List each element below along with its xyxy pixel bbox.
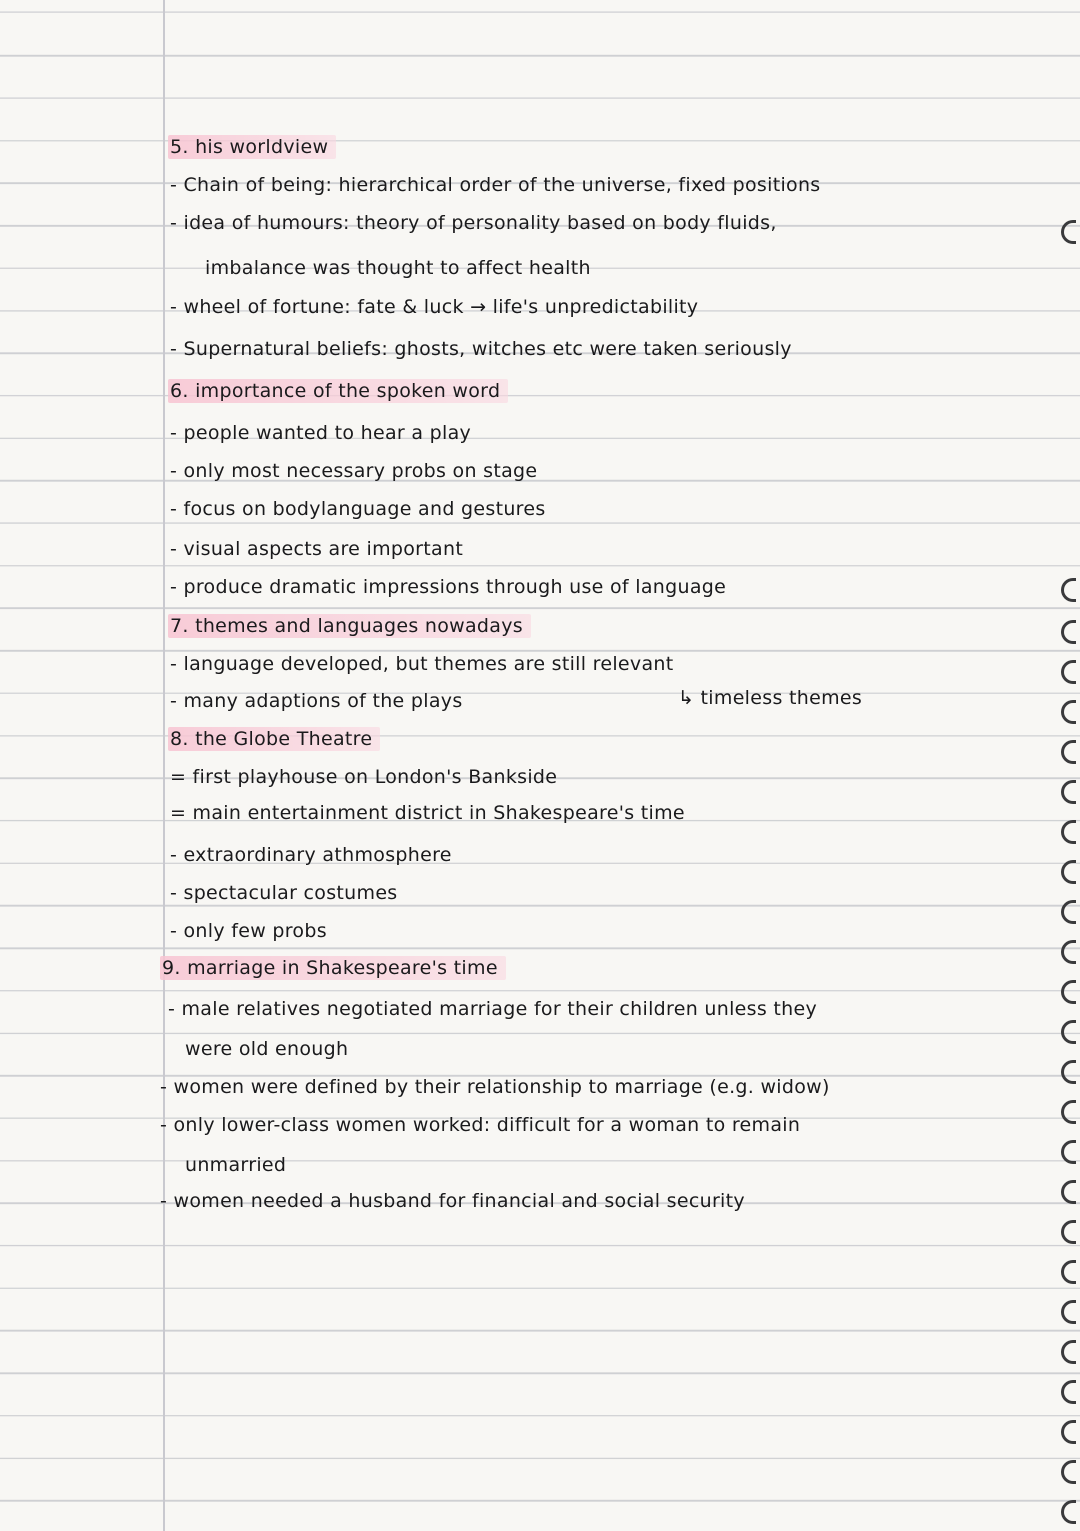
- spiral-ring: [1061, 740, 1076, 764]
- spiral-ring: [1061, 900, 1076, 924]
- spiral-ring: [1061, 940, 1076, 964]
- heading-themes-languages: 7. themes and languages nowadays: [168, 614, 531, 638]
- spiral-ring: [1061, 1340, 1076, 1364]
- spiral-ring: [1061, 620, 1076, 644]
- note-line: - Chain of being: hierarchical order of the universe, fixed positions: [170, 174, 821, 196]
- note-line: = main entertainment district in Shakespeare's time: [170, 802, 685, 824]
- spiral-ring: [1061, 1420, 1076, 1444]
- note-line: - women needed a husband for financial and social security: [160, 1190, 745, 1212]
- note-line: - spectacular costumes: [170, 882, 398, 904]
- spiral-ring: [1061, 1380, 1076, 1404]
- spiral-ring: [1061, 1260, 1076, 1284]
- spiral-ring: [1061, 1500, 1076, 1524]
- heading-spoken-word: 6. importance of the spoken word: [168, 379, 508, 403]
- note-line: - idea of humours: theory of personality based on body fluids,: [170, 212, 777, 234]
- heading-marriage: 9. marriage in Shakespeare's time: [160, 956, 506, 980]
- spiral-ring: [1061, 1220, 1076, 1244]
- note-line: were old enough: [185, 1038, 349, 1060]
- heading-globe-theatre: 8. the Globe Theatre: [168, 727, 380, 751]
- note-line: - many adaptions of the plays: [170, 690, 463, 712]
- note-line: unmarried: [185, 1154, 287, 1176]
- spiral-ring: [1061, 1100, 1076, 1124]
- note-line: - Supernatural beliefs: ghosts, witches etc were taken seriously: [170, 338, 792, 360]
- heading-worldview: 5. his worldview: [168, 135, 336, 159]
- spiral-ring: [1061, 820, 1076, 844]
- note-line: - only few probs: [170, 920, 327, 942]
- spiral-ring: [1061, 860, 1076, 884]
- note-line: imbalance was thought to affect health: [205, 257, 591, 279]
- spiral-ring: [1061, 220, 1076, 244]
- note-line: - visual aspects are important: [170, 538, 464, 560]
- note-line: - language developed, but themes are still relevant: [170, 653, 674, 675]
- spiral-ring: [1061, 578, 1076, 602]
- note-line: - male relatives negotiated marriage for their children unless they: [168, 998, 818, 1020]
- spiral-ring: [1061, 1140, 1076, 1164]
- spiral-binding: [1040, 0, 1080, 1531]
- spiral-ring: [1061, 780, 1076, 804]
- spiral-ring: [1061, 1060, 1076, 1084]
- note-line: = first playhouse on London's Bankside: [170, 766, 558, 788]
- note-line: - only lower-class women worked: difficult for a woman to remain: [160, 1114, 801, 1136]
- spiral-ring: [1061, 700, 1076, 724]
- note-line: - only most necessary probs on stage: [170, 460, 538, 482]
- note-line: - extraordinary athmosphere: [170, 844, 452, 866]
- spiral-ring: [1061, 980, 1076, 1004]
- spiral-ring: [1061, 1460, 1076, 1484]
- spiral-ring: [1061, 660, 1076, 684]
- spiral-ring: [1061, 1180, 1076, 1204]
- note-line: - wheel of fortune: fate & luck → life's unpredictability: [170, 296, 699, 318]
- note-line: - women were defined by their relationship to marriage (e.g. widow): [160, 1076, 830, 1098]
- note-line: - produce dramatic impressions through use of language: [170, 576, 727, 598]
- note-line: - focus on bodylanguage and gestures: [170, 498, 546, 520]
- note-line: - people wanted to hear a play: [170, 422, 472, 444]
- note-line-aside: ↳ timeless themes: [678, 687, 863, 709]
- spiral-ring: [1061, 1020, 1076, 1044]
- spiral-ring: [1061, 1300, 1076, 1324]
